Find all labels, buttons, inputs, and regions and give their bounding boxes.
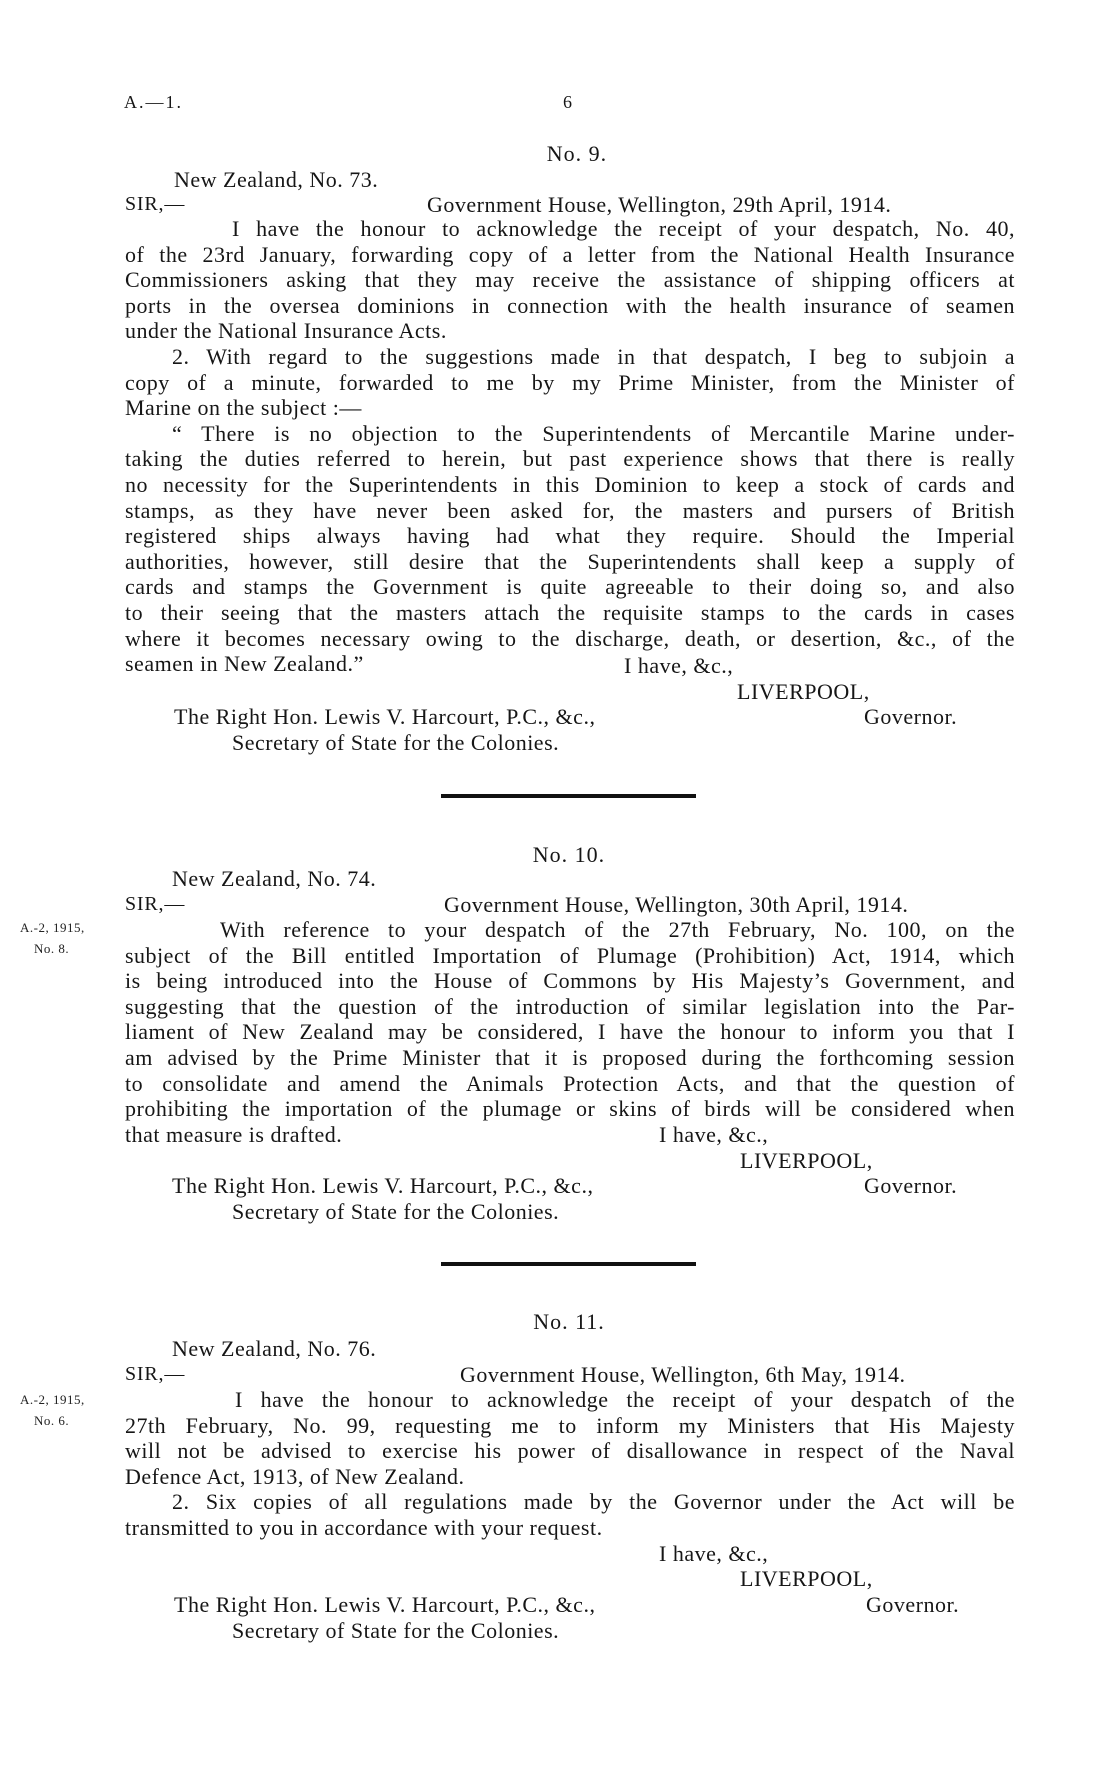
body-line: Marine on the subject :— — [125, 395, 362, 421]
margin-note-ref: A.-2, 1915, — [20, 920, 85, 935]
closing: I have, &c., — [624, 653, 734, 678]
signatory-title: Governor. — [866, 1592, 960, 1617]
addressee-title: Secretary of State for the Colonies. — [232, 1618, 560, 1643]
despatch-reference: New Zealand, No. 76. — [172, 1336, 377, 1361]
body-line: under the National Insurance Acts. — [125, 318, 447, 344]
closing: I have, &c., — [659, 1122, 769, 1147]
body-line: registered ships always having had what they require. Should the Imperial — [125, 523, 1015, 549]
addressee: The Right Hon. Lewis V. Harcourt, P.C., &c., — [174, 1592, 596, 1617]
body-line: I have the honour to acknowledge the receipt of your despatch of the — [235, 1387, 1015, 1412]
body-line: authorities, however, still desire that the Superintendents shall keep a supply of — [125, 548, 1015, 574]
body-line: 2. Six copies of all regulations made by the Governor under the Act will be — [172, 1489, 1015, 1515]
despatch-reference: New Zealand, No. 73. — [174, 167, 379, 192]
section-rule — [441, 1262, 696, 1266]
salutation: SIR,— — [125, 893, 186, 915]
body-line: subject of the Bill entitled Importation of Plumage (Prohibition) Act, 1914, which — [125, 942, 1015, 968]
addressee: The Right Hon. Lewis V. Harcourt, P.C., &c., — [172, 1173, 594, 1198]
body-line: to consolidate and amend the Animals Protection Acts, and that the question of — [125, 1070, 1015, 1096]
body-line: transmitted to you in accordance with your request. — [125, 1515, 603, 1540]
margin-note-number: No. 6. — [34, 1413, 70, 1428]
despatch-number: No. 11. — [533, 1309, 605, 1334]
body-line: prohibiting the importation of the plumage or skins of birds will be considered when — [125, 1096, 1015, 1122]
signature: LIVERPOOL, — [740, 1148, 873, 1173]
addressee-title: Secretary of State for the Colonies. — [232, 1199, 560, 1224]
place-date: Government House, Wellington, 30th April, 1914. — [444, 892, 909, 917]
body-line: Commissioners asking that they may receive the assistance of shipping officers at — [125, 267, 1015, 293]
section-rule — [441, 794, 696, 798]
body-line: With reference to your despatch of the 27th February, No. 100, on the — [220, 917, 1015, 942]
body-line: am advised by the Prime Minister that it is proposed during the forthcoming session — [125, 1045, 1015, 1070]
body-line: seamen in New Zealand.” — [125, 651, 364, 677]
body-line: copy of a minute, forwarded to me by my Prime Minister, from the Minister of — [125, 369, 1015, 395]
body-line: no necessity for the Superintendents in this Dominion to keep a stock of cards and — [125, 472, 1015, 497]
closing: I have, &c., — [659, 1541, 769, 1566]
body-line: to their seeing that the masters attach the requisite stamps to the cards in cases — [125, 600, 1015, 625]
signature: LIVERPOOL, — [740, 1566, 873, 1591]
body-line: cards and stamps the Government is quite agreeable to their doing so, and also — [125, 574, 1015, 600]
body-line: that measure is drafted. — [125, 1121, 343, 1147]
body-line: will not be advised to exercise his power of disallowance in respect of the Naval — [125, 1438, 1015, 1464]
body-line: where it becomes necessary owing to the discharge, death, or desertion, &c., of the — [125, 625, 1015, 651]
despatch-reference: New Zealand, No. 74. — [172, 866, 377, 891]
body-line: I have the honour to acknowledge the receipt of your despatch, No. 40, — [232, 216, 1015, 241]
addressee-title: Secretary of State for the Colonies. — [232, 730, 560, 755]
body-line: is being introduced into the House of Commons by His Majesty’s Government, and — [125, 968, 1015, 994]
body-line: taking the duties referred to herein, but past experience shows that there is really — [125, 446, 1015, 472]
place-date: Government House, Wellington, 6th May, 1914. — [460, 1362, 906, 1387]
body-line: “ There is no objection to the Superintendents of Mercantile Marine under- — [172, 420, 1015, 446]
despatch-number: No. 10. — [532, 842, 606, 867]
body-line: liament of New Zealand may be considered, I have the honour to inform you that I — [125, 1019, 1015, 1045]
body-line: Defence Act, 1913, of New Zealand. — [125, 1463, 465, 1489]
body-line: 27th February, No. 99, requesting me to inform my Ministers that His Majesty — [125, 1412, 1015, 1438]
section-marker: A.—1. — [124, 92, 183, 112]
margin-note-ref: A.-2, 1915, — [20, 1392, 85, 1407]
body-line: stamps, as they have never been asked for, the masters and pursers of British — [125, 497, 1015, 523]
margin-note-number: No. 8. — [34, 941, 70, 956]
signatory-title: Governor. — [864, 1173, 958, 1198]
despatch-number: No. 9. — [546, 141, 608, 166]
body-line: ports in the oversea dominions in connection with the health insurance of seamen — [125, 292, 1015, 318]
signatory-title: Governor. — [864, 704, 958, 729]
page-number: 6 — [563, 92, 574, 112]
place-date: Government House, Wellington, 29th April, 1914. — [427, 192, 892, 217]
salutation: SIR,— — [125, 193, 186, 215]
salutation: SIR,— — [125, 1363, 186, 1385]
addressee: The Right Hon. Lewis V. Harcourt, P.C., &c., — [174, 704, 596, 729]
body-line: 2. With regard to the suggestions made in that despatch, I beg to subjoin a — [172, 344, 1015, 369]
signature: LIVERPOOL, — [737, 679, 870, 704]
body-line: suggesting that the question of the introduction of similar legislation into the Par- — [125, 993, 1015, 1019]
body-line: of the 23rd January, forwarding copy of a letter from the National Health Insurance — [125, 241, 1015, 267]
